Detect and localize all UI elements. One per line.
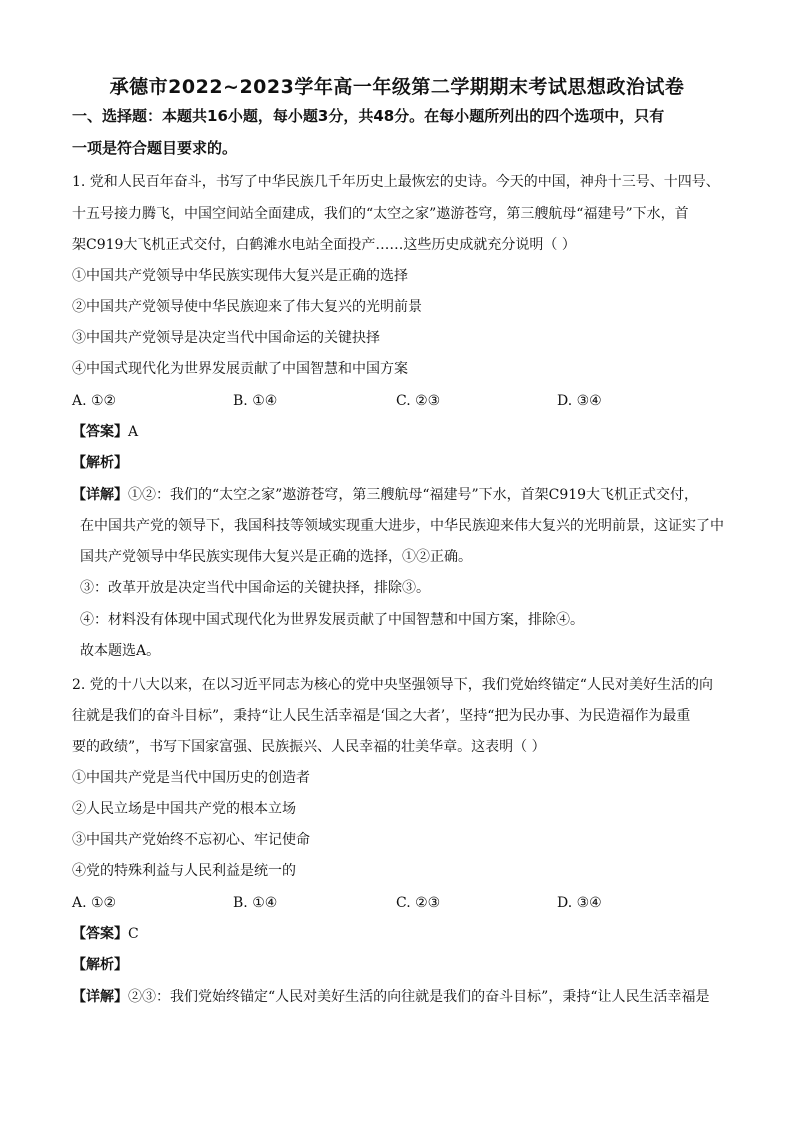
q1-option-a: A. ①②	[72, 393, 117, 409]
q2-analysis-tag: 【解析】	[72, 957, 128, 973]
q2-answer	[72, 924, 139, 944]
q1-detail-line: ③：改革开放是决定当代中国命运的关键抉择，排除③。	[80, 580, 430, 596]
answer-value: A	[128, 424, 139, 440]
q2-option-d: D. ③④	[557, 895, 602, 911]
detail-tag: 【详解】	[72, 487, 128, 503]
q1-detail-line: 在中国共产党的领导下，我国科技等领域实现重大进步，中华民族迎来伟大复兴的光明前景，这证实了中	[80, 518, 724, 534]
answer-value: C	[128, 926, 139, 942]
q1-stem-line: 1. 党和人民百年奋斗，书写了中华民族几千年历史上最恢宏的史诗。今天的中国，神舟十三号、十四号、	[72, 174, 720, 190]
detail-text: ②③：我们党始终锚定“人民对美好生活的向往就是我们的奋斗目标”，秉持“让人民生活幸福是	[128, 989, 710, 1005]
answer-tag: 【答案】	[72, 926, 128, 942]
q1-detail-line: 故本题选A。	[80, 643, 161, 659]
page-title: 承德市2022~2023学年高一年级第二学期期末考试思想政治试卷	[109, 76, 685, 98]
q1-statement: ②中国共产党领导使中华民族迎来了伟大复兴的光明前景	[72, 299, 422, 315]
detail-tag: 【详解】	[72, 989, 128, 1005]
q2-statement: ④党的特殊利益与人民利益是统一的	[72, 863, 296, 879]
q1-detail-line: ④：材料没有体现中国式现代化为世界发展贡献了中国智慧和中国方案，排除④。	[80, 612, 584, 628]
q2-option-b: B. ①④	[233, 895, 278, 911]
q2-statement: ①中国共产党是当代中国历史的创造者	[72, 770, 310, 786]
q1-option-d: D. ③④	[557, 393, 602, 409]
section-heading-line-2: 一项是符合题目要求的。	[72, 139, 238, 157]
q1-analysis-tag: 【解析】	[72, 455, 128, 471]
section-heading-line-1: 一、选择题：本题共16小题，每小题3分，共48分。在每小题所列出的四个选项中，只有	[72, 107, 665, 125]
q2-statement: ③中国共产党始终不忘初心、牢记使命	[72, 832, 310, 848]
q1-statement: ③中国共产党领导是决定当代中国命运的关键抉择	[72, 330, 380, 346]
q2-detail-line	[72, 987, 709, 1007]
q1-option-b: B. ①④	[233, 393, 278, 409]
q2-statement: ②人民立场是中国共产党的根本立场	[72, 801, 296, 817]
q2-option-c: C. ②③	[396, 895, 441, 911]
q1-stem-line: 十五号接力腾飞，中国空间站全面建成，我们的“太空之家”遨游苍穹，第三艘航母“福建号”下水，首	[72, 206, 689, 222]
q2-stem-line: 要的政绩”，书写下国家富强、民族振兴、人民幸福的壮美华章。这表明（ ）	[72, 739, 546, 755]
q1-detail-line	[72, 485, 698, 505]
q1-stem-line: 架C919大飞机正式交付，白鹤滩水电站全面投产……这些历史成就充分说明（ ）	[72, 237, 576, 253]
q2-option-a: A. ①②	[72, 895, 117, 911]
answer-tag: 【答案】	[72, 424, 128, 440]
q1-statement: ①中国共产党领导中华民族实现伟大复兴是正确的选择	[72, 268, 408, 284]
q1-option-c: C. ②③	[396, 393, 441, 409]
detail-text: ①②：我们的“太空之家”遨游苍穹，第三艘航母“福建号”下水，首架C919大飞机正式交付，	[128, 487, 699, 503]
q2-stem-line: 2. 党的十八大以来，在以习近平同志为核心的党中央坚强领导下，我们党始终锚定“人民对美好生活的向	[72, 677, 713, 693]
q2-stem-line: 往就是我们的奋斗目标”，秉持“让人民生活幸福是‘国之大者’，坚持“把为民办事、为民造福作为最重	[72, 708, 691, 724]
q1-detail-line: 国共产党领导中华民族实现伟大复兴是正确的选择，①②正确。	[80, 549, 472, 565]
q1-answer	[72, 422, 138, 442]
q1-statement: ④中国式现代化为世界发展贡献了中国智慧和中国方案	[72, 361, 408, 377]
